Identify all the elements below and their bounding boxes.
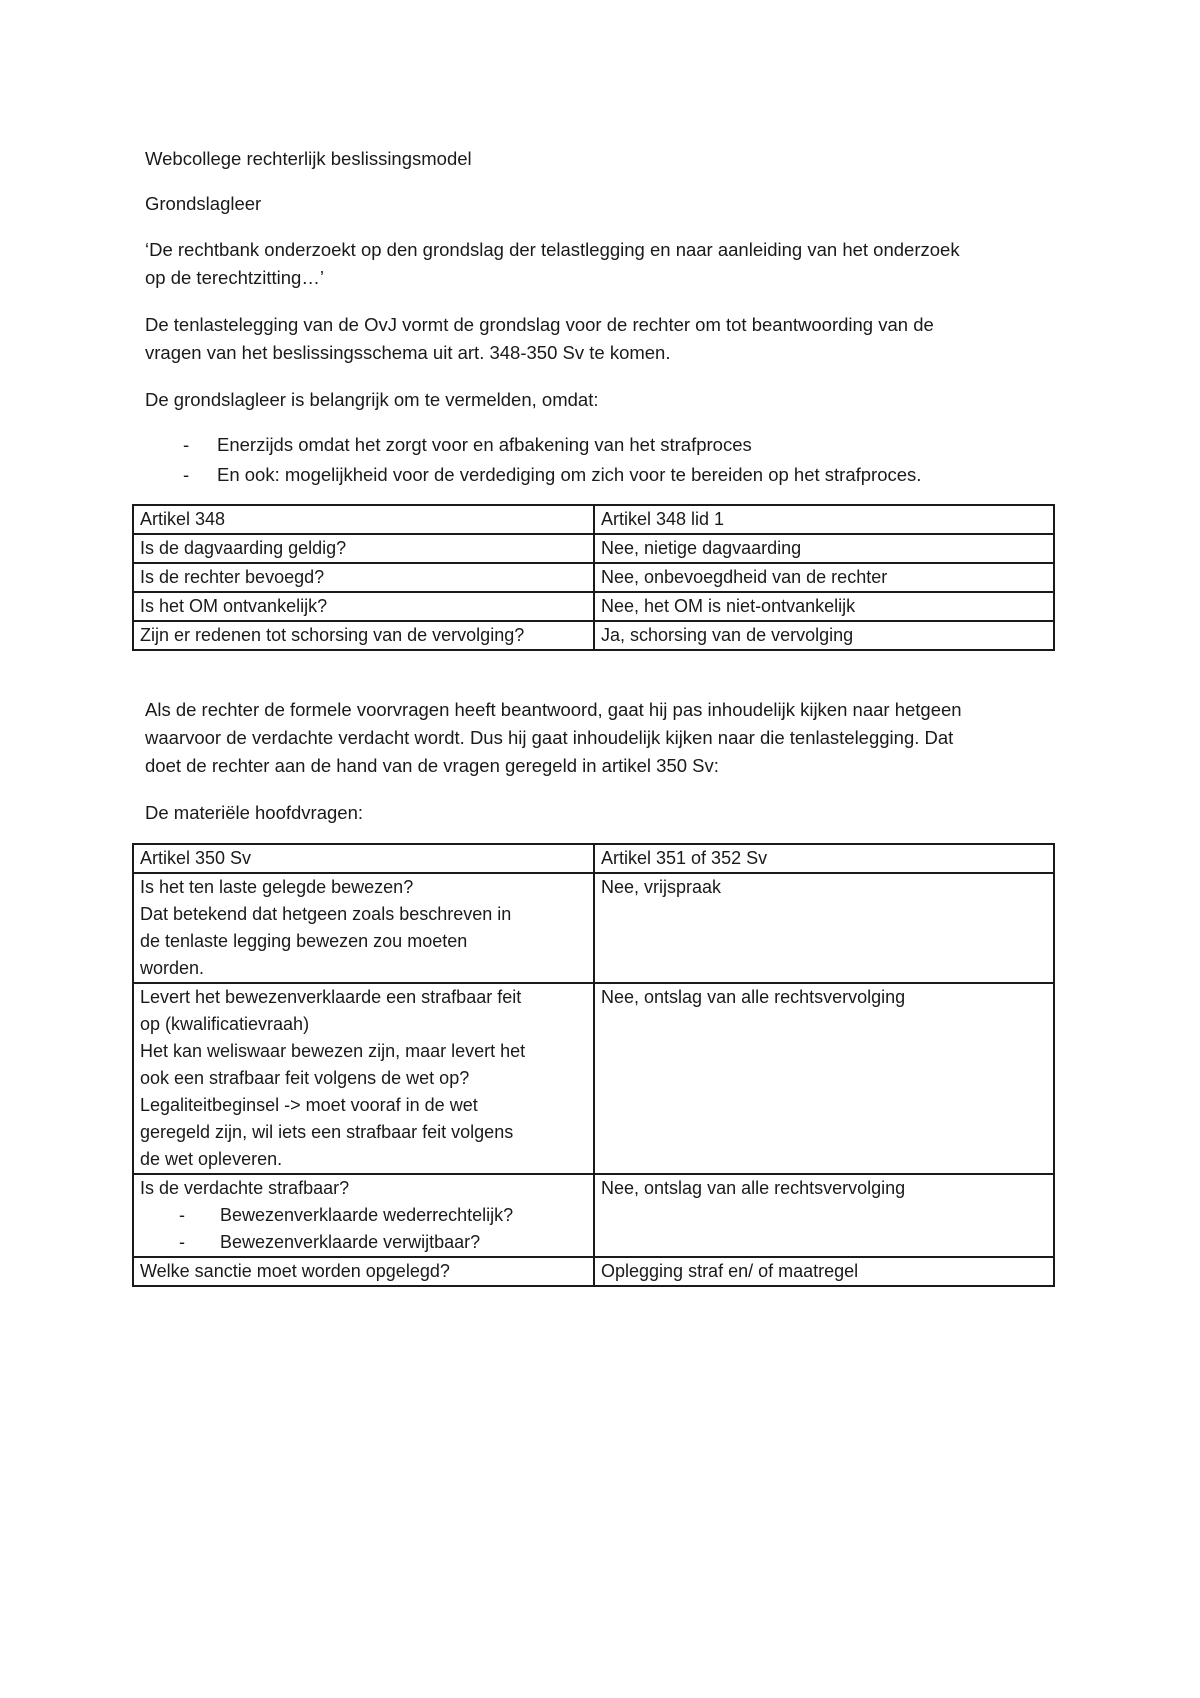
cell-line: geregeld zijn, wil iets een strafbaar feit volgens (140, 1122, 514, 1142)
table-row (133, 1257, 1054, 1286)
table-cell: Is het OM ontvankelijk? (133, 592, 594, 621)
bullet-dash: - (179, 1205, 185, 1225)
table-header-row (133, 844, 1054, 873)
quote-line-2: op de terechtzitting…’ (145, 267, 324, 288)
table-cell: Nee, ontslag van alle rechtsvervolging (594, 1174, 1054, 1257)
table-header-row (133, 505, 1054, 534)
table-cell: Zijn er redenen tot schorsing van de vervolging? (133, 621, 594, 650)
paragraph-3-line-1: Als de rechter de formele voorvragen heeft beantwoord, gaat hij pas inhoudelijk kijken naar hetgeen (145, 699, 962, 720)
cell-line: de wet opleveren. (140, 1149, 283, 1169)
table-row (133, 1174, 1054, 1257)
table-article-350 (132, 843, 1055, 1287)
bullet-text: En ook: mogelijkheid voor de verdediging om zich voor te bereiden op het strafproces. (217, 464, 922, 485)
table-cell: Nee, nietige dagvaarding (594, 534, 1054, 563)
table-cell (133, 1174, 594, 1257)
table-row (133, 873, 1054, 983)
paragraph-3-line-2: waarvoor de verdachte verdacht wordt. Dus hij gaat inhoudelijk kijken naar die tenlastelegging. Dat (145, 727, 954, 748)
table-cell: Artikel 351 of 352 Sv (594, 844, 1054, 873)
table-cell: Nee, ontslag van alle rechtsvervolging (594, 983, 1054, 1174)
table-article-348 (132, 504, 1055, 651)
table-cell: Welke sanctie moet worden opgelegd? (133, 1257, 594, 1286)
table-cell: Artikel 350 Sv (133, 844, 594, 873)
table-cell (133, 983, 594, 1174)
table-cell: Nee, onbevoegdheid van de rechter (594, 563, 1054, 592)
quote-line-1: ‘De rechtbank onderzoekt op den grondslag der telastlegging en naar aanleiding van het onderzoek (145, 239, 960, 260)
bullet-text: Enerzijds omdat het zorgt voor en afbakening van het strafproces (217, 434, 752, 455)
cell-line: worden. (140, 958, 205, 978)
cell-line: Levert het bewezenverklaarde een strafbaar feit (140, 987, 522, 1007)
sub-bullet (140, 1202, 587, 1229)
table-row (133, 621, 1054, 650)
cell-line: op (kwalificatievraah) (140, 1014, 310, 1034)
table-cell: Is de rechter bevoegd? (133, 563, 594, 592)
paragraph-1-line-2: vragen van het beslissingsschema uit art. 348-350 Sv te komen. (145, 342, 671, 363)
table-cell (133, 873, 594, 983)
table-cell: Is de dagvaarding geldig? (133, 534, 594, 563)
sub-bullet-text: Bewezenverklaarde wederrechtelijk? (220, 1205, 514, 1225)
table-row (133, 983, 1054, 1174)
sub-bullet-text: Bewezenverklaarde verwijtbaar? (220, 1232, 481, 1252)
cell-line: Legaliteitbeginsel -> moet vooraf in de wet (140, 1095, 478, 1115)
table-cell: Nee, het OM is niet-ontvankelijk (594, 592, 1054, 621)
bullet-dash: - (179, 1232, 185, 1252)
cell-line: Dat betekend dat hetgeen zoals beschreven in (140, 904, 512, 924)
sub-bullet (140, 1229, 587, 1256)
paragraph-2: De grondslagleer is belangrijk om te vermelden, omdat: (145, 389, 599, 410)
table-cell: Artikel 348 lid 1 (594, 505, 1054, 534)
table-cell: Nee, vrijspraak (594, 873, 1054, 983)
cell-line: Is het ten laste gelegde bewezen? (140, 877, 414, 897)
section-heading: Grondslagleer (145, 193, 262, 214)
bullet-dash: - (183, 464, 190, 485)
document-title: Webcollege rechterlijk beslissingsmodel (145, 148, 472, 169)
cell-line: de tenlaste legging bewezen zou moeten (140, 931, 468, 951)
table-cell: Oplegging straf en/ of maatregel (594, 1257, 1054, 1286)
table-row (133, 534, 1054, 563)
cell-line: ook een strafbaar feit volgens de wet op? (140, 1068, 470, 1088)
bullet-dash: - (183, 434, 190, 455)
paragraph-1-line-1: De tenlastelegging van de OvJ vormt de grondslag voor de rechter om tot beantwoording van de (145, 314, 934, 335)
table-row (133, 592, 1054, 621)
table-cell: Ja, schorsing van de vervolging (594, 621, 1054, 650)
table-cell: Artikel 348 (133, 505, 594, 534)
paragraph-4: De materiële hoofdvragen: (145, 802, 364, 823)
cell-line: Is de verdachte strafbaar? (140, 1178, 350, 1198)
paragraph-3-line-3: doet de rechter aan de hand van de vragen geregeld in artikel 350 Sv: (145, 755, 719, 776)
table-row (133, 563, 1054, 592)
cell-line: Het kan weliswaar bewezen zijn, maar levert het (140, 1041, 526, 1061)
